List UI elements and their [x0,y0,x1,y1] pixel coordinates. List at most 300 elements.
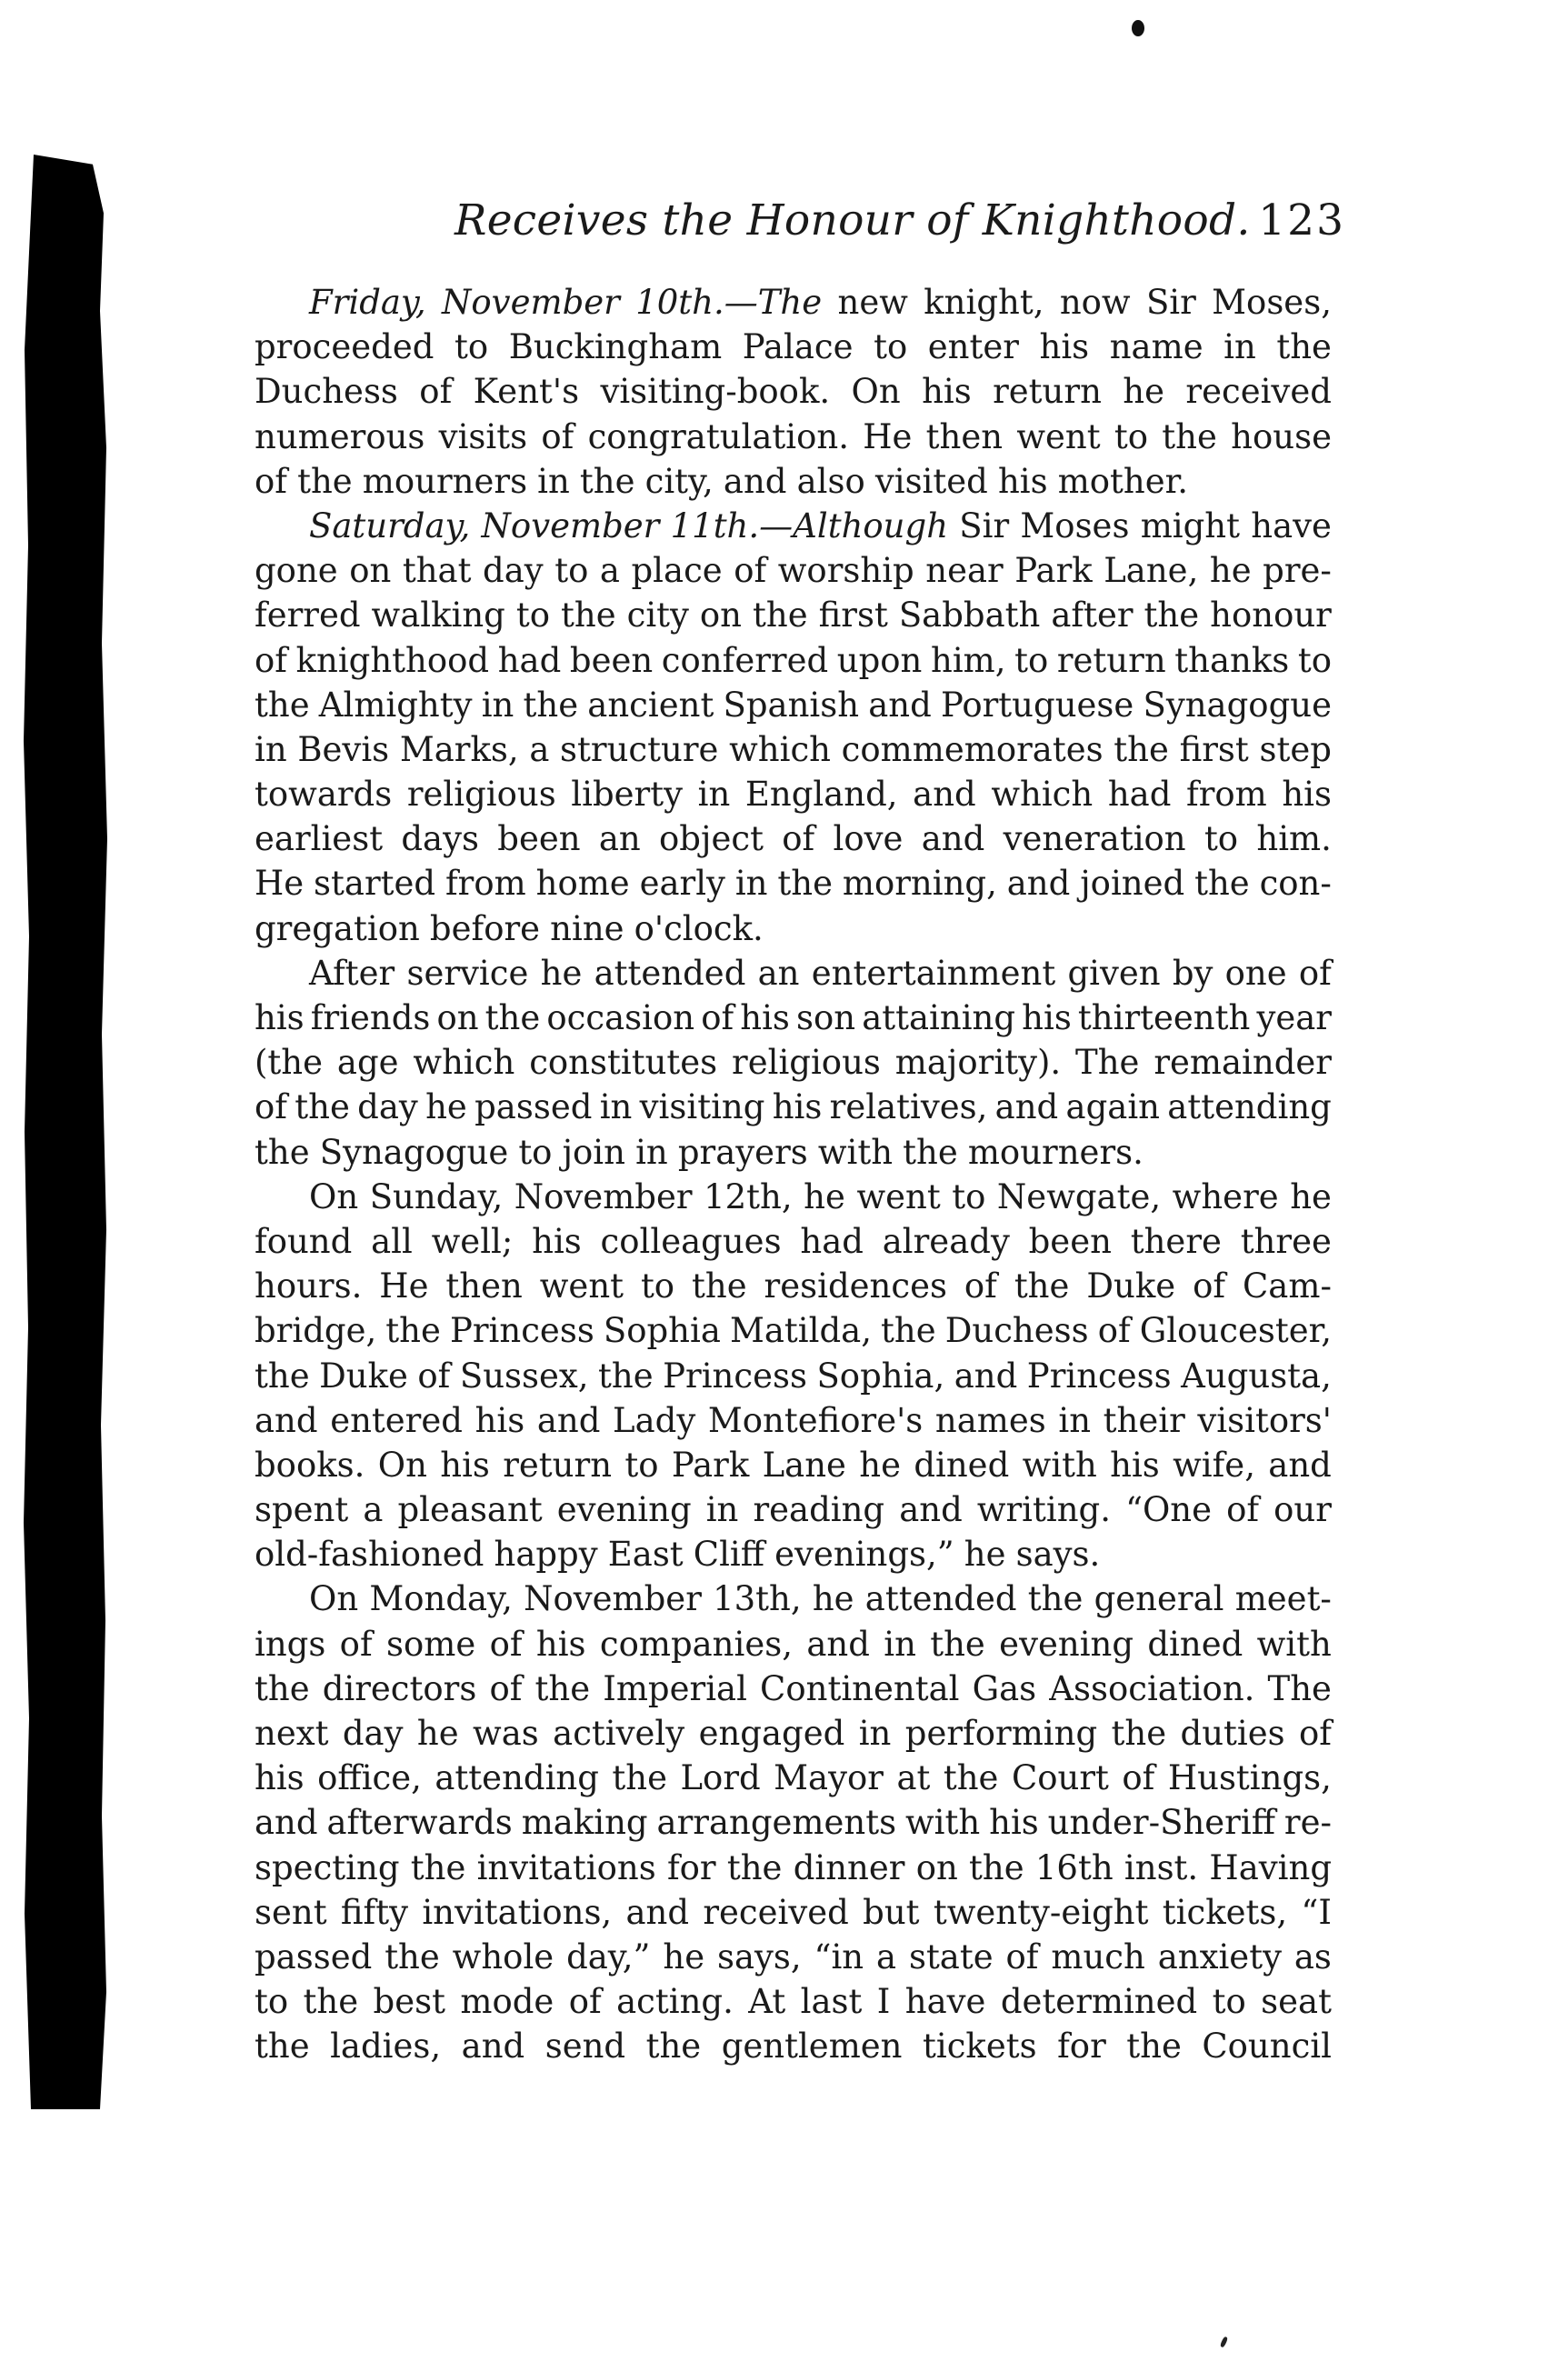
word: a [363,1490,384,1530]
word: 12th, [704,1176,793,1216]
word: near [925,551,1004,591]
word: a [599,551,620,591]
word: days [401,819,479,859]
word: city, [644,461,714,501]
word: for [1057,2027,1106,2067]
word: prayers [677,1132,808,1172]
word: the [255,1132,310,1172]
word: On [309,1579,359,1619]
word: under-Sheriff [1047,1803,1275,1843]
word: after [1051,596,1134,636]
word: he [1123,372,1165,412]
word: that [402,551,472,591]
word: started [314,864,436,904]
word: Augusta, [1181,1356,1332,1396]
text-line [255,1308,1332,1353]
word: earliest [255,819,384,859]
word: have [1251,505,1332,545]
word: of [417,1356,451,1396]
word: had [497,640,562,680]
word: tickets [923,2027,1037,2067]
word: constitutes [529,1043,718,1083]
word: engaged [698,1714,845,1753]
word: day [483,551,544,591]
word: gentlemen [721,2027,903,2067]
page-header [454,195,1345,259]
word: Saturday, [309,505,471,545]
word: early [639,864,725,904]
word: afterwards [326,1803,513,1843]
text-line [255,683,1332,727]
word: gone [255,551,338,591]
word: before [429,908,541,948]
word: general [1094,1579,1224,1619]
word: he [1209,551,1252,591]
text-line [255,1040,1332,1085]
word: joined [1080,864,1185,904]
word: Lane, [1104,551,1199,591]
word: which [991,775,1094,815]
word: with [1022,1445,1097,1485]
word: the [255,1668,310,1708]
word: and [806,1624,870,1664]
word: and [954,1356,1018,1396]
word: Mayor [774,1758,884,1798]
word: performing [904,1714,1098,1753]
word: of [489,1624,523,1664]
word: Duchess [944,1311,1089,1351]
word: he [663,1937,705,1977]
word: to [1014,640,1049,680]
word: visits [438,416,528,456]
word: passed [255,1937,373,1977]
word: might [1140,505,1241,545]
word: visited [874,461,988,501]
word: Moses, [1212,283,1332,322]
word: 10th.—The [635,283,823,322]
word: day [357,1087,418,1127]
word: I [876,1982,891,2022]
word: he [416,1714,459,1753]
word: and [461,2027,525,2067]
word: Lady [613,1400,696,1440]
word: and [255,1803,318,1843]
word: fifty [340,1892,409,1932]
word: the [255,2027,310,2067]
word: twenty-eight [933,1892,1149,1932]
word: to [624,1445,659,1485]
word: best [373,1982,445,2022]
word: mode [460,1982,554,2022]
word: our [1273,1490,1332,1530]
word: from [1186,775,1267,815]
word: his [440,1445,490,1485]
word: service [406,953,529,993]
word: Park [1014,551,1093,591]
text-line [255,415,1332,459]
word: Hustings, [1167,1758,1332,1798]
word: city [626,596,689,636]
word: to [1203,819,1239,859]
word: then [445,1266,523,1306]
text-line [255,1890,1332,1935]
word: November [514,1176,693,1216]
word: was [473,1714,539,1753]
word: office, [317,1758,422,1798]
word: from [444,864,526,904]
word: attended [864,1579,1017,1619]
word: his [1282,775,1332,815]
word: of [419,372,453,412]
word: religious [406,775,556,815]
word: wife, [1173,1445,1255,1485]
word: Princess [663,1356,807,1396]
word: Duke [1086,1266,1176,1306]
word: the [598,1356,654,1396]
word: attending [434,1758,599,1798]
word: where [1172,1176,1279,1216]
word: and [255,1400,318,1440]
word: anxiety [1157,1937,1282,1977]
word: return [503,1445,613,1485]
text-line [255,996,1332,1040]
word: of [1097,1311,1131,1351]
word: old-fashioned [255,1535,484,1575]
word: Synagogue [319,1132,509,1172]
word: Sir [959,505,1010,545]
word: On [309,1176,359,1216]
word: to [518,1132,553,1172]
word: on [349,551,392,591]
word: sent [255,1892,327,1932]
word: of [734,551,767,591]
word: specting [255,1847,400,1887]
word: which [729,729,831,769]
word: the [645,2027,702,2067]
word: inst. [1124,1847,1199,1887]
word: hours. [255,1266,363,1306]
word: at [896,1758,931,1798]
text-line [255,1979,1332,2024]
word: arrangements [656,1803,897,1843]
word: in [255,729,287,769]
word: to [874,327,908,367]
word: an [757,953,800,993]
text-line [255,1622,1332,1666]
word: of [1298,953,1332,993]
word: been [1028,1221,1112,1261]
word: mourners. [967,1132,1144,1172]
page-number: 123 [1258,195,1345,245]
word: given [1067,953,1161,993]
word: the [726,1847,783,1887]
word: of [782,819,815,859]
word: Gas [972,1668,1037,1708]
word: ferred [255,596,361,636]
word: a [876,1937,897,1977]
word: his [532,1221,582,1261]
text-line [255,1846,1332,1890]
word: the [1126,2027,1182,2067]
word: with [905,1803,981,1843]
word: the [410,1847,466,1887]
word: the [561,596,616,636]
word: Duchess [255,372,398,412]
word: state [908,1937,994,1977]
word: relatives, [829,1087,988,1127]
text-line [255,325,1332,369]
word: evening [556,1490,692,1530]
word: November [481,505,660,545]
word: went [1016,416,1101,456]
word: been [569,640,654,680]
word: books. [255,1445,365,1485]
word: England, [744,775,898,815]
word: now [1059,283,1131,322]
word: in [1223,327,1256,367]
word: Association. [1049,1668,1255,1708]
word: in [481,685,514,725]
word: spent [255,1490,349,1530]
word: Monday, [369,1579,513,1619]
word: the [255,1356,310,1396]
text-line [255,280,1332,325]
word: Sabbath [898,596,1041,636]
word: Buckingham [508,327,723,367]
word: the [881,1311,936,1351]
word: Matilda, [729,1311,872,1351]
text-line [255,369,1332,414]
word: love [833,819,904,859]
word: he [540,953,583,993]
text-line [255,504,1332,548]
word: evenings,” [774,1535,954,1575]
word: visitors' [1197,1400,1332,1440]
word: commemorates [841,729,1104,769]
word: (the [255,1043,324,1083]
word: attended [594,953,746,993]
word: dinner [793,1847,905,1887]
word: his [255,998,305,1037]
word: con- [1259,864,1332,904]
word: says, [716,1937,802,1977]
word: invitations [476,1847,656,1887]
word: of [541,416,574,456]
word: to [640,1266,675,1306]
word: nine [550,908,624,948]
word: to [1212,1982,1246,2022]
word: the [692,1266,747,1306]
word: with [1256,1624,1332,1664]
word: ancient [587,685,714,725]
word: colleagues [600,1221,782,1261]
word: entered [330,1400,463,1440]
word: of [1226,1490,1260,1530]
ink-speck [1220,2337,1229,2348]
word: of [255,640,287,680]
word: friends [310,998,431,1037]
word: thirteenth [1077,998,1251,1037]
text-line [255,459,1332,504]
word: his [1110,1445,1160,1485]
word: congratulation. [587,416,849,456]
word: tickets, [1162,1892,1288,1932]
word: the [1014,1266,1070,1306]
page-binding-edge [20,155,111,2109]
word: him. [1256,819,1332,859]
word: also [796,461,865,501]
word: dined [1147,1624,1243,1664]
word: He [863,416,913,456]
text-line [255,1576,1332,1621]
word: attaining [862,998,1016,1037]
word: Continental [760,1668,960,1708]
word: names [934,1400,1046,1440]
word: Princess [1026,1356,1172,1396]
word: Marks, [399,729,519,769]
word: ladies, [330,2027,442,2067]
word: Duke [319,1356,408,1396]
text-line [255,1398,1332,1443]
word: and [536,1400,601,1440]
word: his [922,372,972,412]
word: and [1006,864,1071,904]
word: duties [1180,1714,1285,1753]
word: reading [753,1490,885,1530]
word: of [1005,1937,1039,1977]
word: the [1114,729,1169,769]
word: received [703,1892,849,1932]
word: Gloucester, [1139,1311,1332,1351]
word: Bevis [297,729,390,769]
word: Princess [449,1311,594,1351]
word: the [484,998,541,1037]
word: Lord [680,1758,761,1798]
word: to [1114,416,1149,456]
word: in [884,1624,916,1664]
word: East [607,1535,684,1575]
word: the [303,1982,359,2022]
word: November [524,1579,702,1619]
text-line [255,1354,1332,1398]
word: Kent's [473,372,580,412]
word: honour [1210,596,1332,636]
word: one [1224,953,1287,993]
word: much [1051,1937,1145,1977]
word: their [1103,1400,1185,1440]
word: “One [1125,1490,1213,1530]
text-line [255,1130,1332,1175]
word: mourners [362,461,528,501]
word: in [635,1132,668,1172]
word: of [701,998,734,1037]
word: Newgate, [996,1176,1162,1216]
text-line [255,548,1332,593]
word: the [385,1937,440,1977]
word: to [454,327,489,367]
text-line [255,1666,1332,1711]
text-line [255,1219,1332,1264]
running-head: Receives the Honour of Knighthood. [454,195,1251,245]
word: some [385,1624,476,1664]
word: new [837,283,908,322]
word: his [989,1803,1039,1843]
word: name [1109,327,1203,367]
word: the [534,1668,591,1708]
word: the [523,685,579,725]
word: remainder [1154,1043,1332,1083]
word: in [705,1490,739,1530]
word: his [740,998,790,1037]
word: 16th [1034,1847,1114,1887]
text-line [255,1756,1332,1800]
word: evening [999,1624,1134,1664]
word: last [800,1982,863,2022]
word: and [868,685,932,725]
word: pre- [1263,551,1332,591]
word: towards [255,775,393,815]
word: the [385,1311,441,1351]
word: and [994,1087,1059,1127]
word: morning, [842,864,997,904]
word: his [474,1400,525,1440]
word: numerous [255,416,425,456]
word: house [1231,416,1332,456]
word: the [1162,416,1217,456]
word: the [255,685,310,725]
word: the [1144,596,1200,636]
word: but [863,1892,920,1932]
word: writing. [976,1490,1111,1530]
word: for [666,1847,716,1887]
word: Lane [762,1445,846,1485]
word: seat [1261,1982,1332,2022]
word: a [529,729,550,769]
word: in [1058,1400,1092,1440]
word: enter [927,327,1019,367]
word: return [1056,640,1166,680]
word: on [699,596,743,636]
text-line [255,1532,1332,1576]
word: gregation [255,908,420,948]
word: received [1185,372,1332,412]
word: he [804,1176,845,1216]
word: of [489,1668,523,1708]
word: “in [814,1937,864,1977]
word: the [295,1087,350,1127]
word: determined [1000,1982,1198,2022]
word: majority). [894,1043,1062,1083]
word: worship [777,551,914,591]
word: Cliff [693,1535,765,1575]
text-line [255,951,1332,996]
word: and [913,775,976,815]
word: of [964,1266,997,1306]
word: in [858,1714,892,1753]
word: in [537,461,570,501]
text-line [255,638,1332,683]
word: The [1267,1668,1332,1708]
word: in [697,775,731,815]
word: Sir [1145,283,1196,322]
word: Sophia, [816,1356,945,1396]
text-line [255,816,1332,861]
word: he [964,1535,1006,1575]
word: mother. [1057,461,1189,501]
text-line [255,1800,1332,1845]
text-line [255,772,1332,816]
word: knight, [924,283,1044,322]
